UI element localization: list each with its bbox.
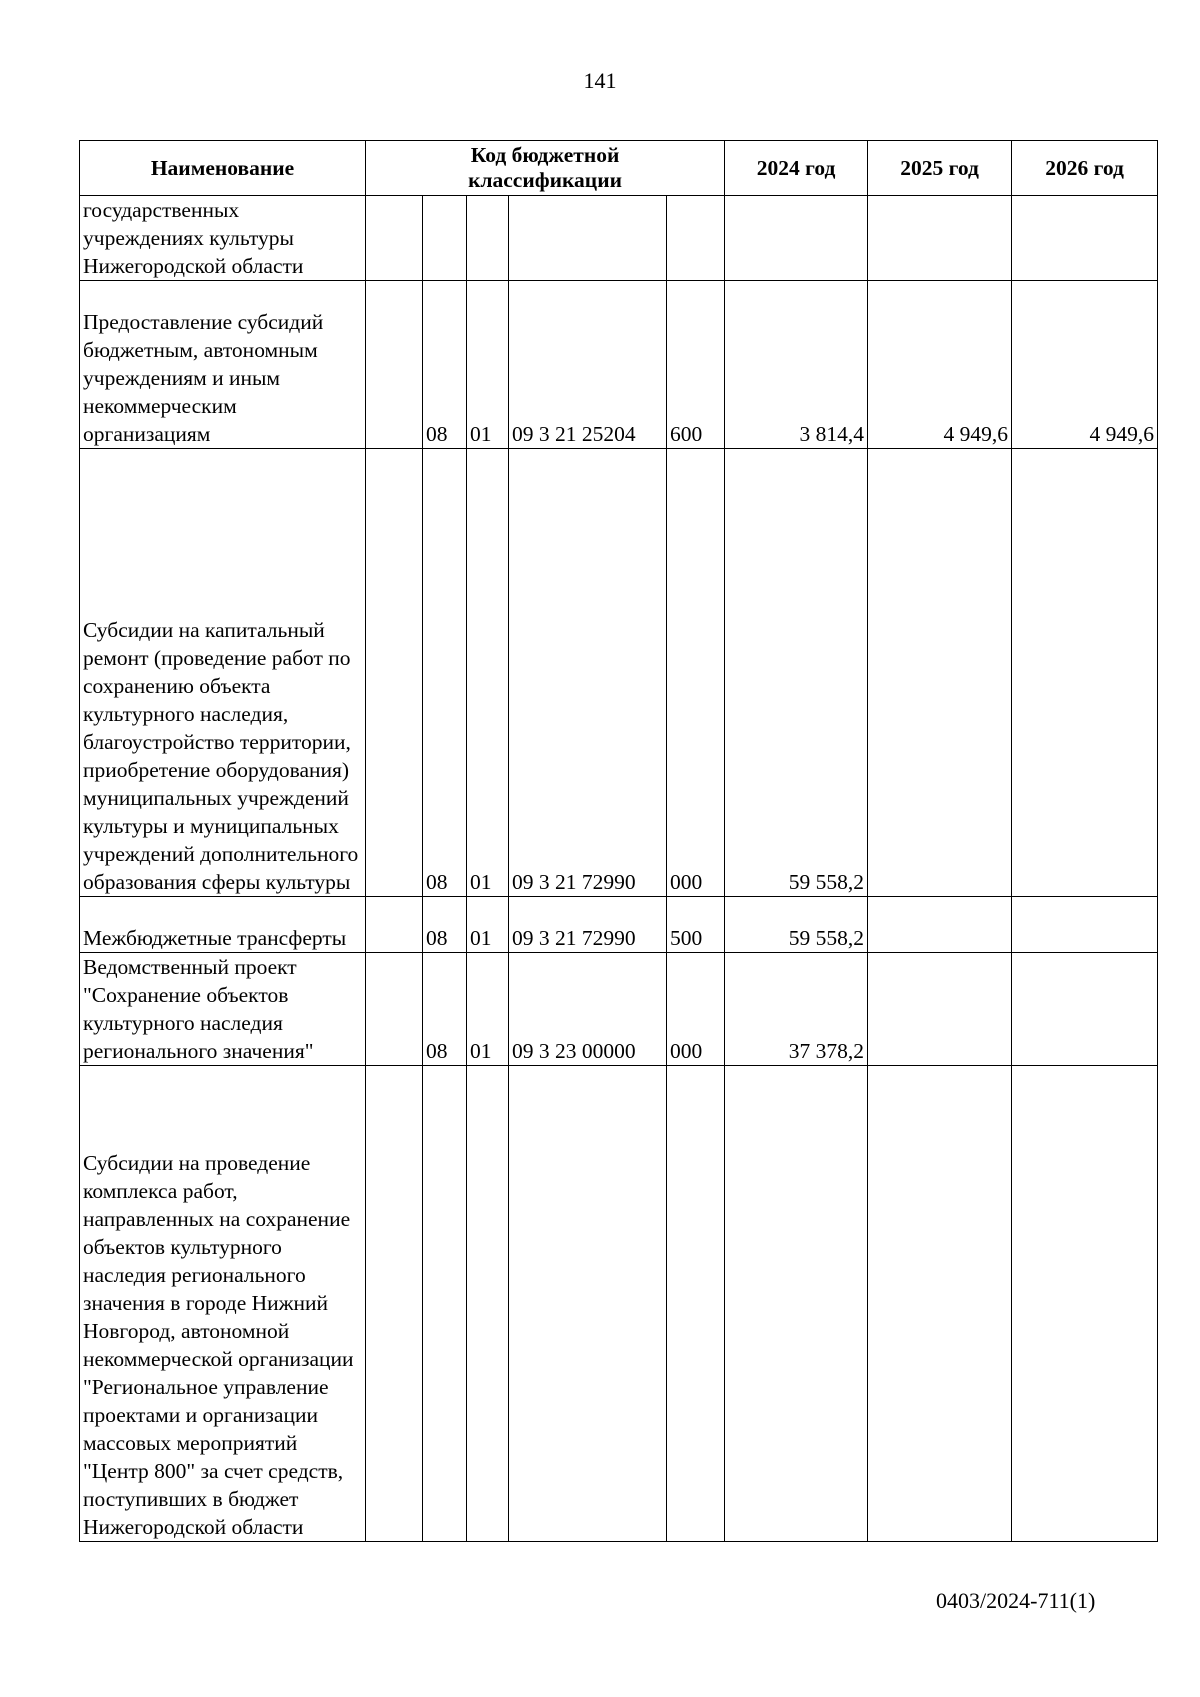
row-code-type: 000	[667, 449, 725, 897]
row-value-2026: 4 949,6	[1012, 281, 1158, 449]
row-value-2025	[868, 1066, 1012, 1542]
row-name: Субсидии на капитальный ремонт (проведение работ по сохранению объекта культурного наследия, благоустройство территории, приобретение оборудования) муниципальных учреждений культуры и муниципальных учреждений дополнительного образования сферы культуры	[80, 449, 366, 897]
table-row	[80, 449, 1158, 897]
row-value-2024: 59 558,2	[725, 897, 868, 953]
row-code-blank	[366, 449, 423, 897]
row-value-2025	[868, 196, 1012, 281]
row-code-blank	[366, 953, 423, 1066]
row-value-2026	[1012, 953, 1158, 1066]
row-code-subsection: 01	[467, 897, 509, 953]
row-code-section: 08	[423, 281, 467, 449]
row-code-type	[667, 1066, 725, 1542]
row-code-target: 09 3 21 72990	[509, 449, 667, 897]
row-value-2024	[725, 196, 868, 281]
row-name: государственных учреждениях культуры Нижегородской области	[80, 196, 366, 281]
row-value-2026	[1012, 897, 1158, 953]
budget-table	[79, 140, 1158, 1542]
header-code: Код бюджетной классификации	[366, 141, 725, 196]
row-code-subsection: 01	[467, 953, 509, 1066]
table-row	[80, 196, 1158, 281]
page-number: 141	[583, 68, 617, 93]
header-name: Наименование	[80, 141, 366, 196]
row-code-subsection	[467, 196, 509, 281]
table-row	[80, 281, 1158, 449]
row-code-type: 500	[667, 897, 725, 953]
header-year-2026: 2026 год	[1012, 141, 1158, 196]
row-value-2025	[868, 953, 1012, 1066]
row-code-type	[667, 196, 725, 281]
row-name: Ведомственный проект "Сохранение объектов культурного наследия регионального значения"	[80, 953, 366, 1066]
row-code-section: 08	[423, 897, 467, 953]
row-value-2026	[1012, 196, 1158, 281]
row-value-2024: 37 378,2	[725, 953, 868, 1066]
row-code-section	[423, 1066, 467, 1542]
row-code-target: 09 3 23 00000	[509, 953, 667, 1066]
row-value-2024	[725, 1066, 868, 1542]
row-code-subsection: 01	[467, 449, 509, 897]
row-code-section: 08	[423, 953, 467, 1066]
row-code-target: 09 3 21 72990	[509, 897, 667, 953]
row-code-type: 000	[667, 953, 725, 1066]
row-code-blank	[366, 281, 423, 449]
header-year-2024: 2024 год	[725, 141, 868, 196]
table-row	[80, 1066, 1158, 1542]
row-name: Субсидии на проведение комплекса работ, направленных на сохранение объектов культурного наследия регионального значения в городе Нижний Новгород, автономной некоммерческой организации "Региональное управление проектами и организации массовых мероприятий "Центр 800" за счет средств, поступивших в бюджет Нижегородской области	[80, 1066, 366, 1542]
row-code-target: 09 3 21 25204	[509, 281, 667, 449]
row-code-blank	[366, 897, 423, 953]
table-header-row	[80, 141, 1158, 196]
row-name: Предоставление субсидий бюджетным, автономным учреждениям и иным некоммерческим организациям	[80, 281, 366, 449]
row-value-2025	[868, 449, 1012, 897]
row-value-2024: 59 558,2	[725, 449, 868, 897]
row-value-2025: 4 949,6	[868, 281, 1012, 449]
row-name: Межбюджетные трансферты	[80, 897, 366, 953]
row-code-blank	[366, 1066, 423, 1542]
header-year-2025: 2025 год	[868, 141, 1012, 196]
row-value-2025	[868, 897, 1012, 953]
row-code-subsection	[467, 1066, 509, 1542]
row-code-blank	[366, 196, 423, 281]
table-row	[80, 953, 1158, 1066]
row-code-target	[509, 1066, 667, 1542]
row-value-2026	[1012, 1066, 1158, 1542]
table-row	[80, 897, 1158, 953]
row-code-subsection: 01	[467, 281, 509, 449]
row-code-target	[509, 196, 667, 281]
row-code-type: 600	[667, 281, 725, 449]
document-registration-number: 0403/2024-711(1)	[936, 1588, 1096, 1613]
row-code-section: 08	[423, 449, 467, 897]
row-code-section	[423, 196, 467, 281]
row-value-2024: 3 814,4	[725, 281, 868, 449]
row-value-2026	[1012, 449, 1158, 897]
